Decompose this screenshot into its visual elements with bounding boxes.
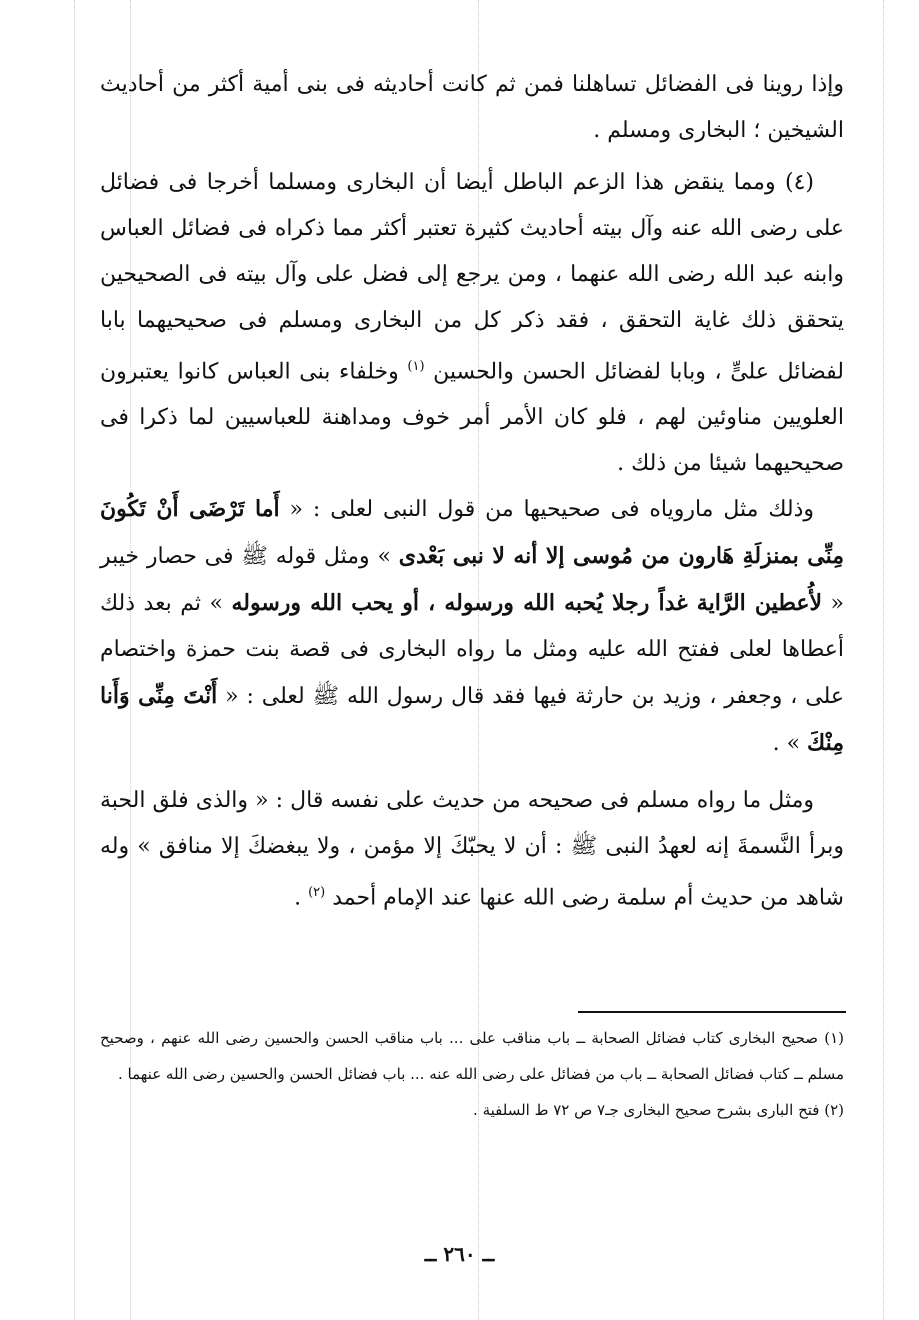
scan-guide-line (883, 0, 884, 1320)
hadith-quote-1: أَما تَرْضَى أَنْ تَكُونَ مِنِّى بمنزلَةِ هَارون من مُوسى إلا أنه لا نبى بَعْدى (100, 496, 844, 569)
hadith-quote-3: أَنْتَ مِنِّى وَأَنا مِنْكَ (100, 683, 844, 756)
paragraph-3-text-4: » . (772, 731, 801, 756)
page-number: ــ ٢٦٠ ــ (424, 1242, 495, 1266)
hadith-quote-2: لأُعطين الرَّاية غداً رجلا يُحبه الله ورسوله ، أو يحب الله ورسوله (231, 590, 823, 616)
paragraph-4-text-1: ومثل ما رواه مسلم فى صحيحه من حديث على نفسه قال : « والذى فلق الحبة وبرأ النَّسمةَ إنه لعهدُ النبى ﷺ : أن لا يحبّكَ إلا مؤمن ، ولا يبغضكَ إلا منافق » وله شاهد من حديث أم سلمة رضى الله عنها عند الإمام أحمد (100, 788, 844, 911)
paragraph-2 (100, 160, 844, 487)
paragraph-1-text: وإذا روينا فى الفضائل تساهلنا فمن ثم كانت أحاديثه فى بنى أمية أكثر من أحاديث الشيخين ؛ البخارى ومسلم . (100, 72, 844, 143)
paragraph-2-text-2: وخلفاء بنى العباس كانوا يعتبرون العلويين مناوئين لهم ، فلو كان الأمر أمر خوف ومداهنة للعباسيين لما ذكرا فى صحيحيهما شيئا من ذلك . (100, 359, 844, 477)
paragraph-3 (100, 486, 844, 767)
footnote-ref-1[interactable]: (١) (407, 359, 425, 374)
footnotes (100, 1020, 844, 1128)
footnote-2: (٢) فتح البارى بشرح صحيح البخارى جـ٧ ص ٧٢ ط السلفية . (473, 1101, 844, 1119)
paragraph-1 (100, 62, 844, 154)
scan-guide-line (74, 0, 75, 1320)
paragraph-3-text-1: وذلك مثل ماروياه فى صحيحيها من قول النبى لعلى : « (289, 497, 814, 522)
paragraph-3-text-3: » ثم بعد ذلك أعطاها لعلى ففتح الله عليه ومثل ما رواه البخارى فى قصة بنت حمزة واختصام على ، وجعفر ، وزيد بن حارثة فيها فقد قال رسول الله ﷺ لعلى : « (100, 591, 844, 709)
paragraph-4-text-2: . (294, 885, 302, 911)
footnote-1: (١) صحيح البخارى كتاب فضائل الصحابة ــ باب مناقب على ... باب مناقب الحسن والحسين رضى الله عنهم ، وصحيح مسلم ــ كتاب فضائل الصحابة ــ باب من فضائل على رضى الله عنه ... باب فضائل الحسن والحسين رضى الله عنهما . (100, 1029, 844, 1083)
footnote-separator (578, 1011, 846, 1013)
paragraph-2-text-1: (٤) ومما ينقض هذا الزعم الباطل أيضا أن البخارى ومسلما أخرجا فى فضائل على رضى الله عنه وآل بيته أحاديث كثيرة تعتبر أكثر مما ذكراه فى فضائل العباس وابنه عبد الله رضى الله عنهما ، ومن يرجع إلى فضل على وآل بيته فى الصحيحين يتحقق ذلك غاية التحقق ، فقد ذكر كل من البخارى ومسلم فى صحيحيهما بابا لفضائل علىٍّ ، وبابا لفضائل الحسن والحسين (100, 170, 845, 385)
paragraph-3-text-2: » ومثل قوله ﷺ فى حصار خيبر « (100, 544, 844, 616)
paragraph-4 (100, 778, 844, 921)
footnote-ref-2[interactable]: (٢) (308, 885, 326, 900)
